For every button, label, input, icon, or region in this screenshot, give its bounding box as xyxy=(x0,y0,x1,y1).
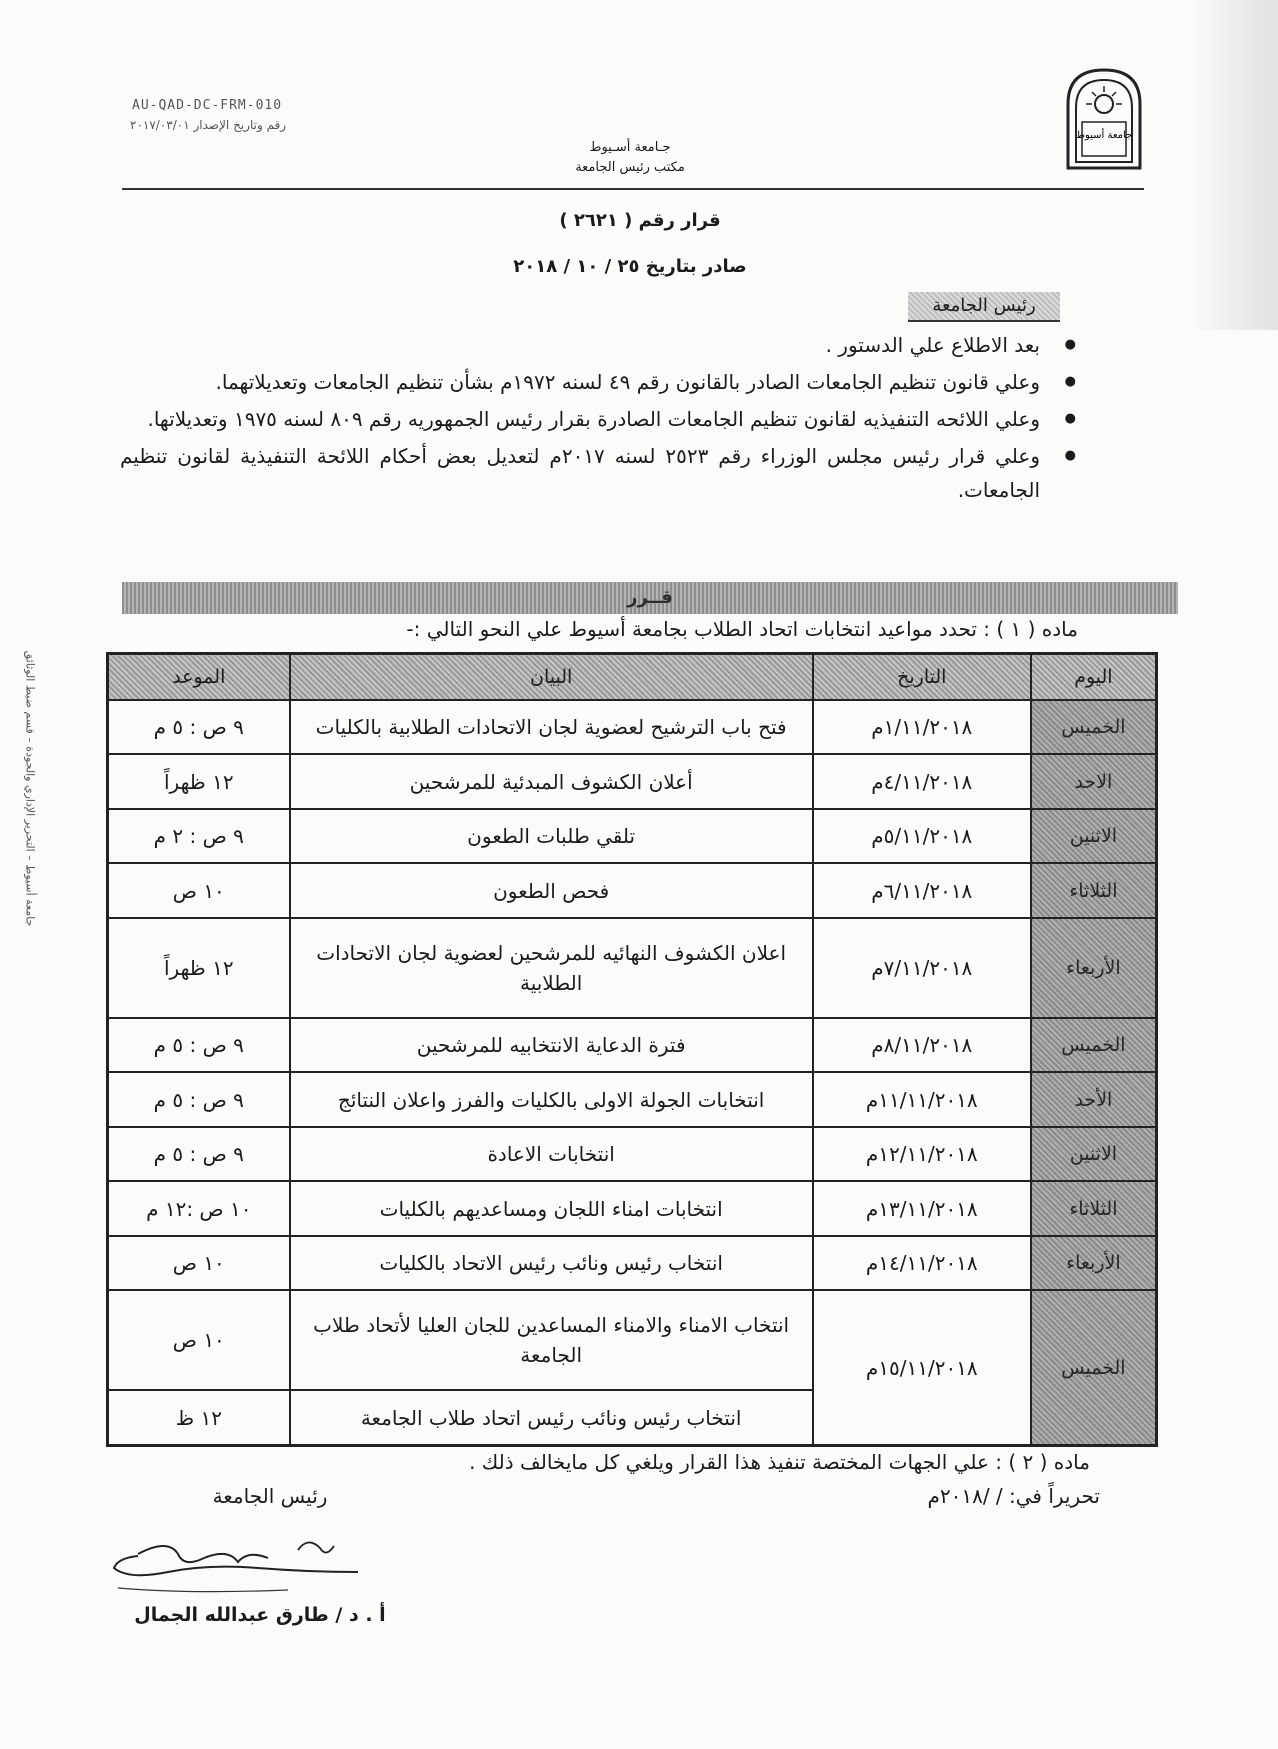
table-row xyxy=(108,754,1157,808)
description-cell: فحص الطعون xyxy=(290,863,813,917)
table-row xyxy=(108,918,1157,1018)
preamble-item: ● بعد الاطلاع علي الدستور . xyxy=(120,328,1080,362)
table-row xyxy=(108,1290,1157,1390)
time-cell: ٩ ص : ٥ م xyxy=(108,1127,290,1181)
description-cell: أعلان الكشوف المبدئية للمرشحين xyxy=(290,754,813,808)
date-cell: ٧/١١/٢٠١٨م xyxy=(813,918,1031,1018)
article-1: ماده ( ١ ) : تحدد مواعيد انتخابات اتحاد الطلاب بجامعة أسيوط علي النحو التالي :- xyxy=(406,617,1078,641)
day-cell: الخميس xyxy=(1031,1290,1157,1445)
time-cell: ١٠ ص :١٢ م xyxy=(108,1181,290,1235)
preamble-list xyxy=(120,328,1080,510)
scan-shadow xyxy=(1188,0,1278,330)
time-cell: ١٢ ظهراً xyxy=(108,918,290,1018)
header-time: الموعد xyxy=(108,654,290,701)
description-cell: انتخاب الامناء والامناء المساعدين للجان العليا لأتحاد طلاب الجامعة xyxy=(290,1290,813,1390)
description-cell: انتخاب رئيس ونائب رئيس اتحاد طلاب الجامعة xyxy=(290,1390,813,1445)
header-divider xyxy=(122,188,1144,190)
date-cell: ٤/١١/٢٠١٨م xyxy=(813,754,1031,808)
decision-number: قرار رقم ( ٢٦٢١ ) xyxy=(559,210,721,231)
header-description: البيان xyxy=(290,654,813,701)
table-row xyxy=(108,809,1157,863)
description-cell: تلقي طلبات الطعون xyxy=(290,809,813,863)
date-cell: ٥/١١/٢٠١٨م xyxy=(813,809,1031,863)
date-cell: ١٥/١١/٢٠١٨م xyxy=(813,1290,1031,1445)
decision-date: صادر بتاريخ ٢٥ / ١٠ / ٢٠١٨ xyxy=(513,256,747,277)
time-cell: ١٢ ظ xyxy=(108,1390,290,1445)
description-cell: انتخابات الاعادة xyxy=(290,1127,813,1181)
header-date: التاريخ xyxy=(813,654,1031,701)
signature xyxy=(108,1528,378,1608)
date-cell: ٦/١١/٢٠١٨م xyxy=(813,863,1031,917)
date-cell: ٨/١١/٢٠١٨م xyxy=(813,1018,1031,1072)
table-row xyxy=(108,1018,1157,1072)
table-header-row xyxy=(108,654,1157,701)
day-cell: الأحد xyxy=(1031,1072,1157,1126)
date-cell: ١١/١١/٢٠١٨م xyxy=(813,1072,1031,1126)
description-cell: اعلان الكشوف النهائيه للمرشحين لعضوية لجان الاتحادات الطلابية xyxy=(290,918,813,1018)
time-cell: ٩ ص : ٥ م xyxy=(108,1018,290,1072)
preamble-item: ● وعلي قرار رئيس مجلس الوزراء رقم ٢٥٢٣ لسنه ٢٠١٧م لتعديل بعض أحكام اللائحة التنفيذية لقانون تنظيم الجامعات. xyxy=(120,439,1080,507)
day-cell: الاثنين xyxy=(1031,1127,1157,1181)
time-cell: ١٢ ظهراً xyxy=(108,754,290,808)
day-cell: الخميس xyxy=(1031,700,1157,754)
margin-note: جامعة أسيوط – التحرير الإداري والجودة – قسم ضبط الوثائق xyxy=(23,650,37,927)
time-cell: ٩ ص : ٥ م xyxy=(108,1072,290,1126)
description-cell: فتح باب الترشيح لعضوية لجان الاتحادات الطلابية بالكليات xyxy=(290,700,813,754)
time-cell: ١٠ ص xyxy=(108,1236,290,1290)
president-title: رئيس الجامعة xyxy=(212,1484,328,1508)
form-code: AU-QAD-DC-FRM-010 xyxy=(132,98,283,113)
issue-date: رقم وتاريخ الإصدار ٢٠١٧/٠٣/٠١ xyxy=(130,118,287,132)
logo-text: جامعة أسيوط xyxy=(1075,130,1133,141)
day-cell: الاثنين xyxy=(1031,809,1157,863)
time-cell: ٩ ص : ٥ م xyxy=(108,700,290,754)
table-row xyxy=(108,863,1157,917)
description-cell: انتخاب رئيس ونائب رئيس الاتحاد بالكليات xyxy=(290,1236,813,1290)
day-cell: الأربعاء xyxy=(1031,1236,1157,1290)
office-name: مكتب رئيس الجامعة xyxy=(575,160,685,175)
signer-name: أ . د / طارق عبدالله الجمال xyxy=(134,1604,386,1626)
issuer-heading: رئيس الجامعة xyxy=(908,292,1060,322)
date-cell: ١٤/١١/٢٠١٨م xyxy=(813,1236,1031,1290)
time-cell: ١٠ ص xyxy=(108,1290,290,1390)
day-cell: الثلاثاء xyxy=(1031,1181,1157,1235)
article-2: ماده ( ٢ ) : علي الجهات المختصة تنفيذ هذا القرار ويلغي كل مايخالف ذلك . xyxy=(469,1450,1090,1474)
description-cell: فترة الدعاية الانتخابيه للمرشحين xyxy=(290,1018,813,1072)
date-cell: ١٣/١١/٢٠١٨م xyxy=(813,1181,1031,1235)
written-at: تحريراً في: / /٢٠١٨م xyxy=(927,1484,1100,1508)
university-logo xyxy=(1062,64,1146,172)
day-cell: الثلاثاء xyxy=(1031,863,1157,917)
table-row xyxy=(108,1072,1157,1126)
time-cell: ٩ ص : ٢ م xyxy=(108,809,290,863)
table-row xyxy=(108,700,1157,754)
preamble-item: ● وعلي اللائحه التنفيذيه لقانون تنظيم الجامعات الصادرة بقرار رئيس الجمهوريه رقم ٨٠٩ لسنه ١٩٧٥ وتعديلاتها. xyxy=(120,402,1080,436)
header-day: اليوم xyxy=(1031,654,1157,701)
day-cell: الأربعاء xyxy=(1031,918,1157,1018)
description-cell: انتخابات امناء اللجان ومساعديهم بالكليات xyxy=(290,1181,813,1235)
table-row xyxy=(108,1236,1157,1290)
day-cell: الاحد xyxy=(1031,754,1157,808)
university-name: جـامعة أسـيوط xyxy=(589,140,671,155)
date-cell: ١/١١/٢٠١٨م xyxy=(813,700,1031,754)
time-cell: ١٠ ص xyxy=(108,863,290,917)
table-row xyxy=(108,1181,1157,1235)
date-cell: ١٢/١١/٢٠١٨م xyxy=(813,1127,1031,1181)
description-cell: انتخابات الجولة الاولى بالكليات والفرز واعلان النتائج xyxy=(290,1072,813,1126)
decree-heading: قــرر xyxy=(122,582,1178,614)
preamble-item: ● وعلي قانون تنظيم الجامعات الصادر بالقانون رقم ٤٩ لسنه ١٩٧٢م بشأن تنظيم الجامعات وتعديلاتهما. xyxy=(120,365,1080,399)
table-row xyxy=(108,1127,1157,1181)
schedule-table xyxy=(106,652,1158,1447)
day-cell: الخميس xyxy=(1031,1018,1157,1072)
